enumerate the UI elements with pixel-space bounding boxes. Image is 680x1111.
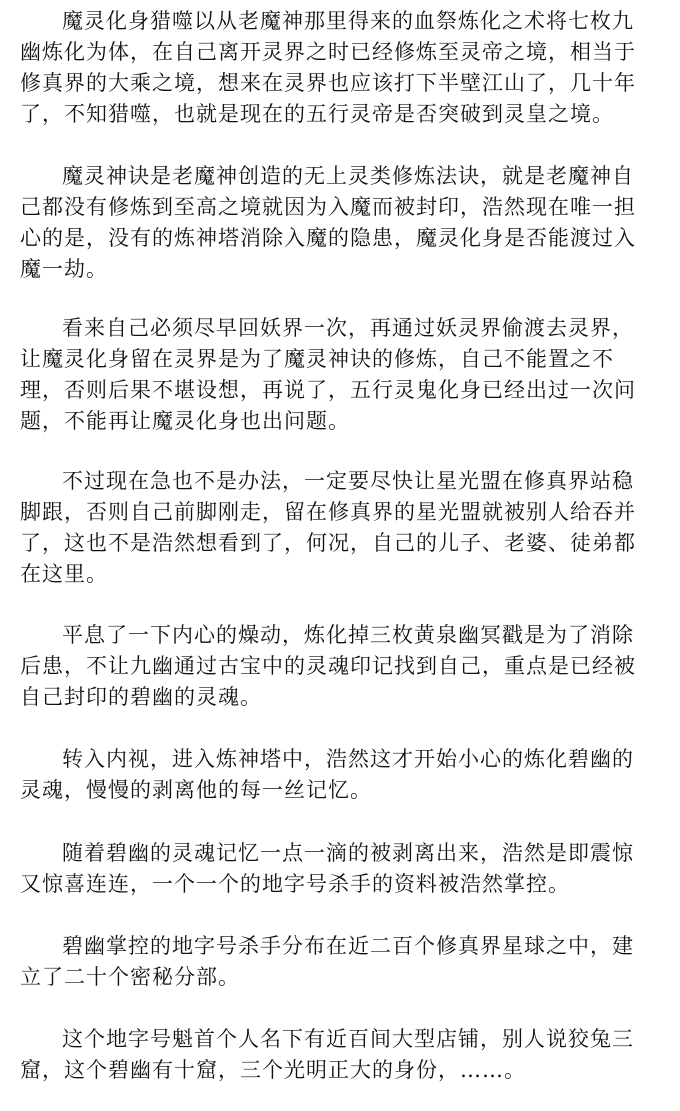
paragraph-3: 看来自己必须尽早回妖界一次，再通过妖灵界偷渡去灵界，让魔灵化身留在灵界是为了魔灵神诀的修炼，自己不能置之不理，否则后果不堪设想，再说了，五行灵鬼化身已经出过一次问题，不能再让魔灵化身也出问题。 — [20, 316, 636, 433]
paragraph-4: 不过现在急也不是办法，一定要尽快让星光盟在修真界站稳脚跟，否则自己前脚刚走，留在修真界的星光盟就被别人给吞并了，这也不是浩然想看到了，何况，自己的儿子、老婆、徒弟都在这里。 — [20, 469, 636, 586]
paragraph-7: 随着碧幽的灵魂记忆一点一滴的被剥离出来，浩然是即震惊又惊喜连连，一个一个的地字号杀手的资料被浩然掌控。 — [20, 841, 634, 896]
paragraph-6: 转入内视，进入炼神塔中，浩然这才开始小心的炼化碧幽的灵魂，慢慢的剥离他的每一丝记忆。 — [20, 747, 634, 802]
paragraph-2: 魔灵神诀是老魔神创造的无上灵类修炼法诀，就是老魔神自己都没有修炼到至高之境就因为入魔而被封印，浩然现在唯一担心的是，没有的炼神塔消除入魔的隐患，魔灵化身是否能渡过入魔一劫。 — [20, 164, 636, 281]
paragraph-5: 平息了一下内心的燥动，炼化掉三枚黄泉幽冥戳是为了消除后患，不让九幽通过古宝中的灵魂印记找到自己，重点是已经被自己封印的碧幽的灵魂。 — [20, 623, 636, 709]
paragraph-1: 魔灵化身猎噬以从老魔神那里得来的血祭炼化之术将七枚九幽炼化为体，在自己离开灵界之时已经修炼至灵帝之境，相当于修真界的大乘之境，想来在灵界也应该打下半壁江山了，几十年了，不知猎噬，也就是现在的五行灵帝是否突破到灵皇之境。 — [20, 9, 636, 126]
paragraph-9: 这个地字号魁首个人名下有近百间大型店铺，别人说狡兔三窟，这个碧幽有十窟，三个光明正大的身份，……。 — [20, 1027, 634, 1082]
paragraph-8: 碧幽掌控的地字号杀手分布在近二百个修真界星球之中，建立了二十个密秘分部。 — [20, 934, 634, 989]
